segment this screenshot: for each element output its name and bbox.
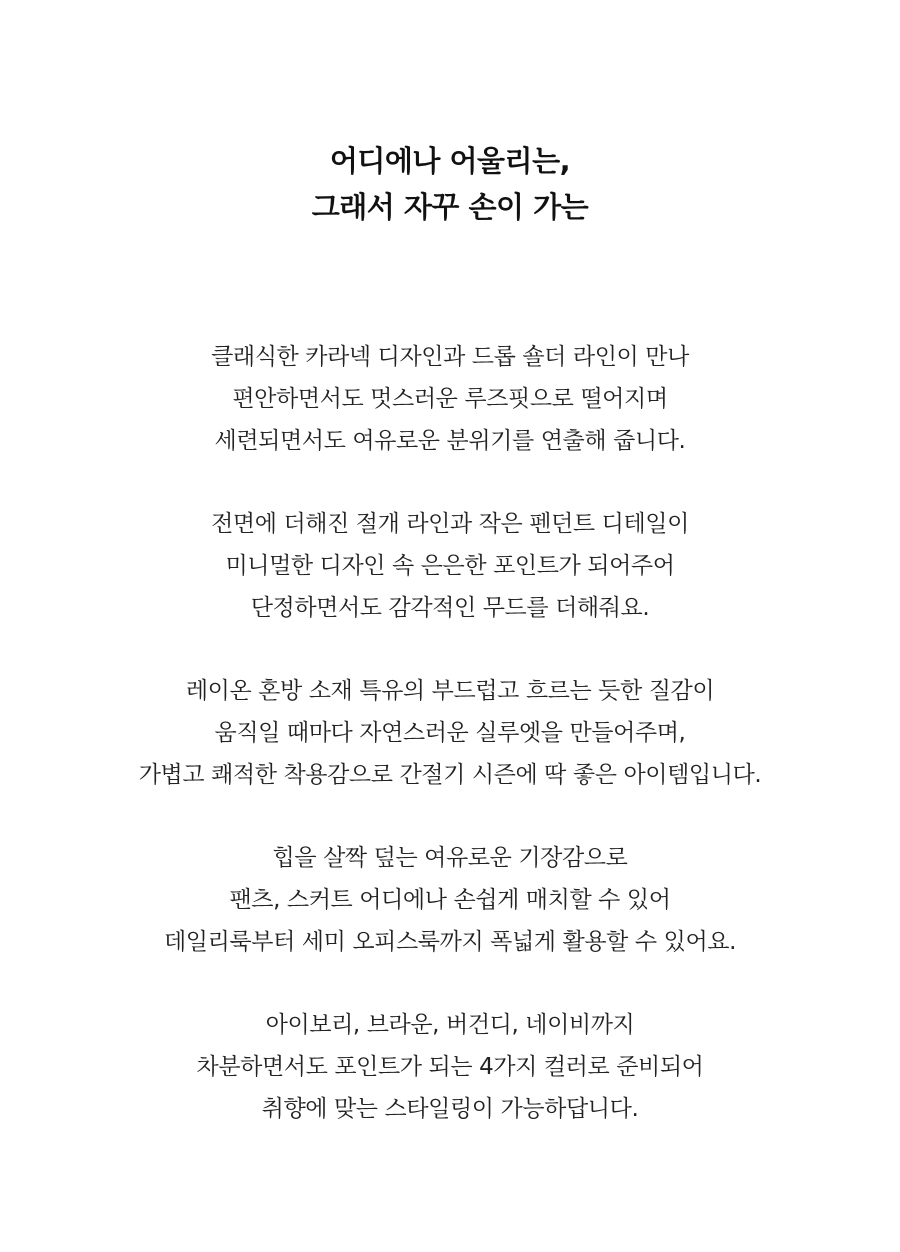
text-line: 힙을 살짝 덮는 여유로운 기장감으로 xyxy=(272,845,628,871)
text-line: 차분하면서도 포인트가 되는 4가지 컬러로 준비되어 xyxy=(196,1054,704,1080)
paragraph-fabric xyxy=(0,670,900,796)
headline-line-2: 그래서 자꾸 손이 가는 xyxy=(311,190,589,224)
text-line: 아이보리, 브라운, 버건디, 네이비까지 xyxy=(265,1012,635,1038)
description-body xyxy=(0,336,900,1130)
text-line: 가볍고 쾌적한 착용감으로 간절기 시즌에 딱 좋은 아이템입니다. xyxy=(138,762,762,788)
text-line: 데일리룩부터 세미 오피스룩까지 폭넓게 활용할 수 있어요. xyxy=(163,929,736,955)
text-line: 레이온 혼방 소재 특유의 부드럽고 흐르는 듯한 질감이 xyxy=(185,678,715,704)
text-line: 움직일 때마다 자연스러운 실루엣을 만들어주며, xyxy=(214,720,686,746)
headline-line-1: 어디에나 어울리는, xyxy=(329,144,571,178)
paragraph-length-styling xyxy=(0,837,900,963)
text-line: 세련되면서도 여유로운 분위기를 연출해 줍니다. xyxy=(214,428,686,454)
paragraph-colors xyxy=(0,1004,900,1130)
text-line: 전면에 더해진 절개 라인과 작은 펜던트 디테일이 xyxy=(211,511,689,537)
text-line: 클래식한 카라넥 디자인과 드롭 숄더 라인이 만나 xyxy=(211,344,689,370)
headline xyxy=(0,138,900,230)
paragraph-collar-design xyxy=(0,336,900,462)
text-line: 미니멀한 디자인 속 은은한 포인트가 되어주어 xyxy=(225,553,675,579)
paragraph-pendant-detail xyxy=(0,503,900,629)
text-line: 단정하면서도 감각적인 무드를 더해줘요. xyxy=(250,595,650,621)
text-line: 편안하면서도 멋스러운 루즈핏으로 떨어지며 xyxy=(232,386,668,412)
text-line: 팬츠, 스커트 어디에나 손쉽게 매치할 수 있어 xyxy=(229,887,671,913)
text-line: 취향에 맞는 스타일링이 가능하답니다. xyxy=(261,1096,639,1122)
